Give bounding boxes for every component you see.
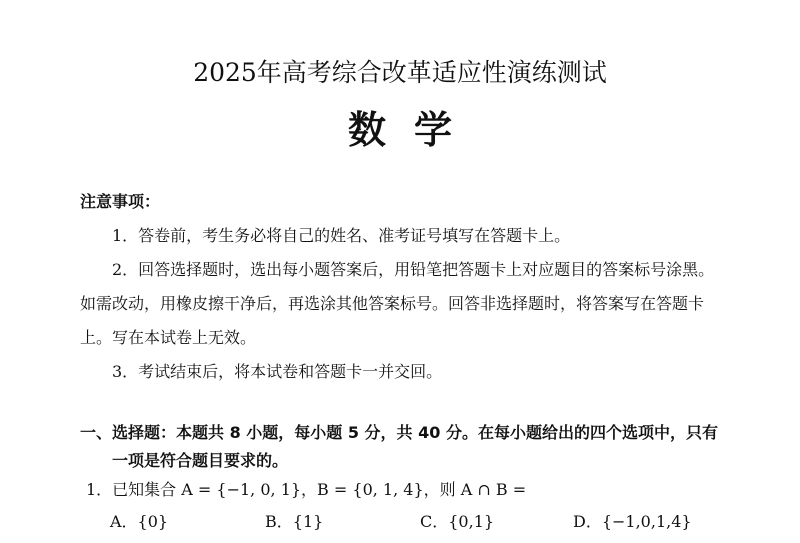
option-d: D．{−1,0,1,4} <box>573 512 692 531</box>
notice-item-2: 2．回答选择题时，选出每小题答案后，用铅笔把答题卡上对应题目的答案标号涂黑。如需改动，用橡皮擦干净后，再选涂其他答案标号。回答非选择题时，将答案写在答题卡上。写在本试卷上无效。 <box>80 260 715 347</box>
option-c: C．{0,1} <box>420 512 495 531</box>
option-a: A．{0} <box>110 512 169 531</box>
notice-heading: 注意事项： <box>80 192 161 211</box>
exam-title: 2025年高考综合改革适应性演练测试 <box>193 58 607 87</box>
question-1-stem: 1．已知集合 A = {−1, 0, 1}，B = {0, 1, 4}，则 A ∩ B = <box>86 480 527 499</box>
notice-item-1: 1．答卷前，考生务必将自己的姓名、准考证号填写在答题卡上。 <box>112 226 571 245</box>
subject-title: 数学 <box>347 108 480 152</box>
option-b: B．{1} <box>265 512 324 531</box>
notice-item-3: 3．考试结束后，将本试卷和答题卡一并交回。 <box>112 362 443 381</box>
section-heading: 一、选择题：本题共 8 小题，每小题 5 分，共 40 分。在每小题给出的四个选项中，只有一项是符合题目要求的。 <box>80 423 718 470</box>
